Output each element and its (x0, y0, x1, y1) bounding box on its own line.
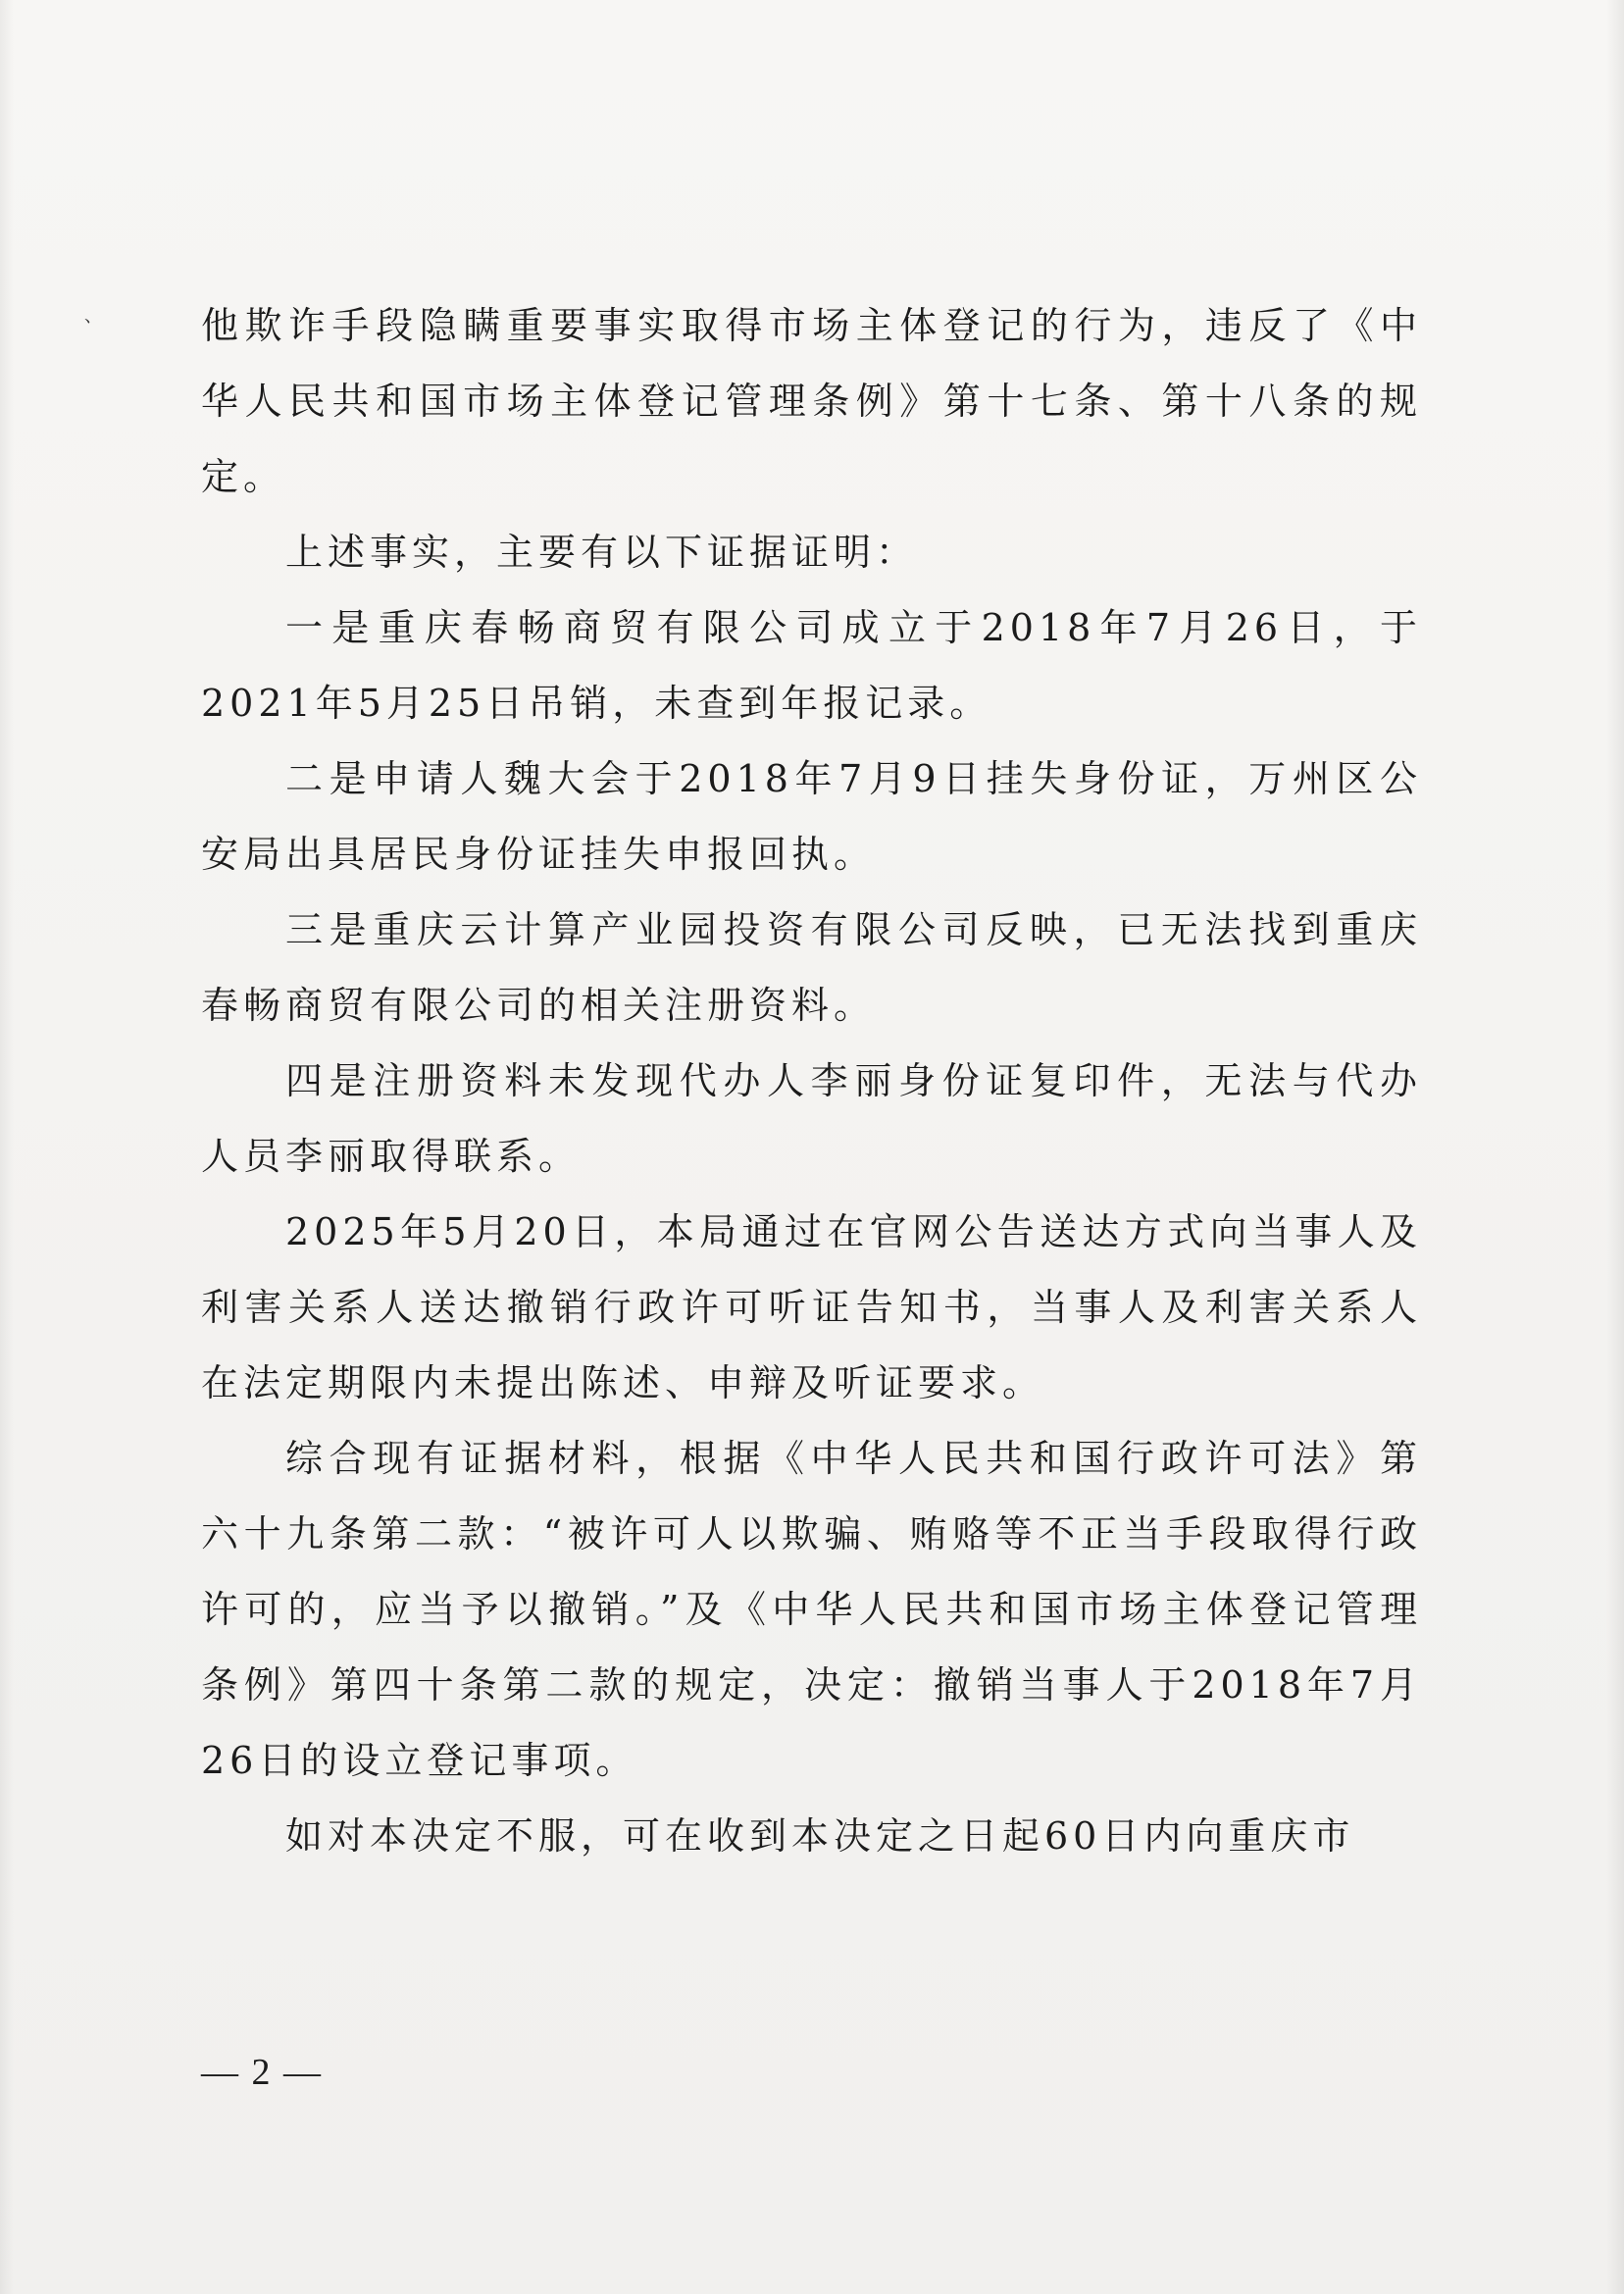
paragraph-continuation: 他欺诈手段隐瞒重要事实取得市场主体登记的行为，违反了《中华人民共和国市场主体登记管理条例》第十七条、第十八条的规定。 (201, 304, 1422, 498)
paragraph-evidence-4: 四是注册资料未发现代办人李丽身份证复印件，无法与代办人员李丽取得联系。 (201, 1059, 1422, 1178)
paragraph-evidence-2: 二是申请人魏大会于2018年7月9日挂失身份证，万州区公安局出具居民身份证挂失申报回执。 (201, 757, 1422, 876)
paragraph-evidence-intro: 上述事实，主要有以下证据证明： (285, 531, 919, 574)
document-body (201, 288, 1422, 1874)
page-left-edge (0, 0, 14, 2294)
page-right-edge (1606, 0, 1624, 2294)
paragraph-evidence-3: 三是重庆云计算产业园投资有限公司反映，已无法找到重庆春畅商贸有限公司的相关注册资料。 (201, 908, 1422, 1027)
paragraph-decision: 综合现有证据材料，根据《中华人民共和国行政许可法》第六十九条第二款：“被许可人以欺骗、贿赂等不正当手段取得行政许可的，应当予以撤销。”及《中华人民共和国市场主体登记管理条例》第四十条第二款的规定，决定：撤销当事人于2018年7月26日的设立登记事项。 (201, 1437, 1422, 1782)
paragraph-evidence-1: 一是重庆春畅商贸有限公司成立于2018年7月26日，于2021年5月25日吊销，未查到年报记录。 (201, 606, 1422, 725)
paragraph-notice: 2025年5月20日，本局通过在官网公告送达方式向当事人及利害关系人送达撤销行政许可听证告知书，当事人及利害关系人在法定期限内未提出陈述、申辩及听证要求。 (201, 1210, 1422, 1404)
margin-mark: 、 (84, 306, 102, 327)
page-number: — 2 — (201, 2052, 323, 2093)
paragraph-appeal: 如对本决定不服，可在收到本决定之日起60日内向重庆市 (285, 1814, 1355, 1858)
